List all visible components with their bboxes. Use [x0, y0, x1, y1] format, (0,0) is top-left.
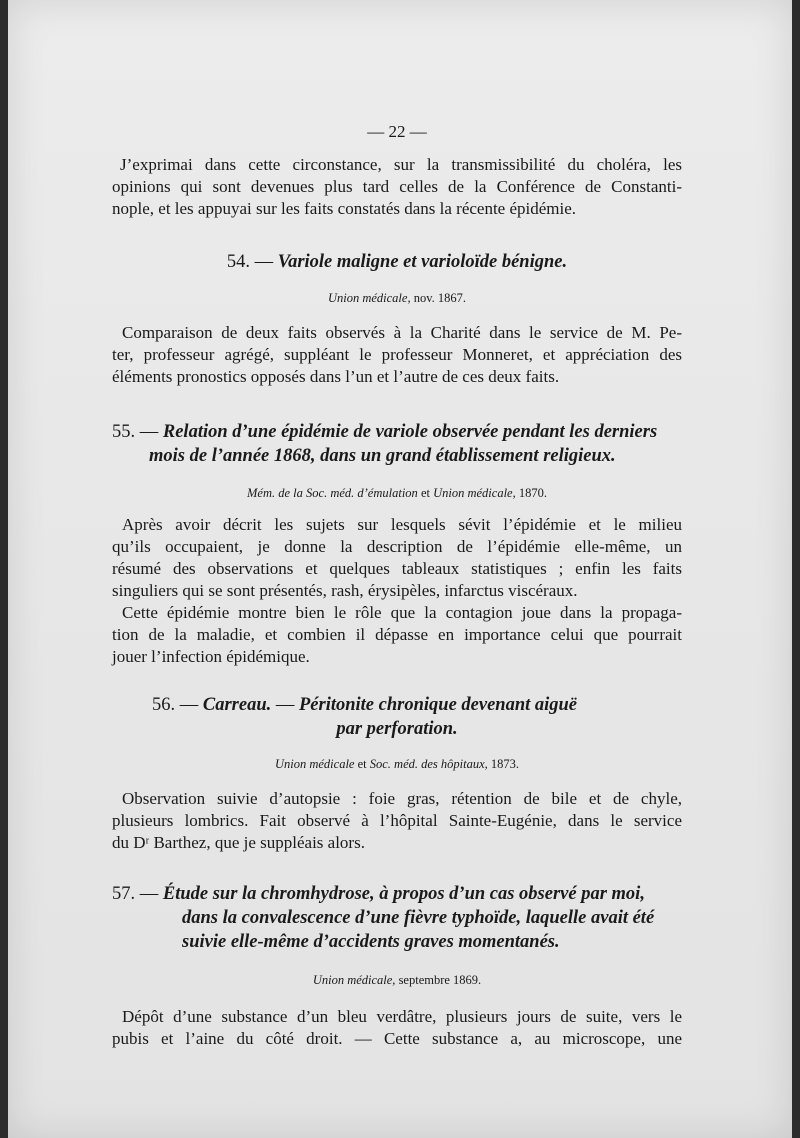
section-title-line: Étude sur la chromhydrose, à propos d’un cas observé par moi,	[162, 884, 645, 904]
text-line: J’exprimai dans cette circonstance, sur la transmissibilité du choléra, les	[120, 155, 682, 174]
section-56-body	[112, 788, 682, 854]
text-line: Comparaison de deux faits observés à la Charité dans le service de M. Pe-	[122, 323, 682, 342]
section-54-body	[112, 322, 682, 388]
source-date: nov. 1867.	[410, 291, 467, 305]
section-title: Variole maligne et varioloïde bénigne.	[277, 252, 568, 272]
source-date: 1870.	[515, 486, 547, 500]
text-line: qu’ils occupaient, je donne la description de l’épidémie elle-même, un	[112, 537, 682, 556]
text-line: tion de la maladie, et combien il dépasse en importance celui que pourrait	[112, 625, 682, 644]
section-54-heading	[112, 250, 682, 274]
section-title-part: Péritonite chronique devenant aiguë	[299, 695, 578, 715]
source-date: 1873.	[487, 757, 520, 771]
section-number: 55.	[112, 422, 136, 442]
source-journal: Union médicale,	[327, 291, 411, 305]
text-line: opinions qui sont devenues plus tard celles de la Conférence de Constanti-	[112, 177, 682, 196]
text-line: singuliers qui se sont présentés, rash, érysipèles, infarctus viscéraux.	[112, 581, 578, 600]
section-56-heading	[112, 693, 682, 741]
dash: —	[139, 884, 159, 904]
dash: —	[254, 252, 274, 272]
section-55-source	[112, 485, 682, 501]
source-conjunction: et	[354, 757, 370, 771]
source-conjunction: et	[417, 486, 434, 500]
section-title-part: Carreau.	[202, 695, 272, 715]
source-date: septembre 1869.	[395, 973, 482, 987]
text-line: résumé des observations et quelques tableaux statistiques ; enfin les faits	[112, 559, 682, 578]
source-journal: Union médicale,	[433, 486, 516, 500]
section-54-source	[112, 290, 682, 306]
section-number: 54.	[226, 252, 251, 272]
section-57-body	[112, 1006, 682, 1050]
section-55-heading	[112, 420, 682, 468]
text-line: éléments pronostics opposés dans l’un et l’autre de ces deux faits.	[112, 367, 560, 386]
text-line: Dépôt d’une substance d’un bleu verdâtre, plusieurs jours de suite, vers le	[122, 1007, 682, 1026]
source-journal: Soc. méd. des hôpitaux,	[369, 757, 488, 771]
section-number: 57.	[112, 884, 136, 904]
text-line: ter, professeur agrégé, suppléant le professeur Monneret, et appréciation des	[112, 345, 682, 364]
intro-paragraph	[112, 154, 682, 220]
page-number: — 22 —	[367, 122, 427, 141]
text-line: jouer l’infection épidémique.	[112, 647, 310, 666]
text-line: Observation suivie d’autopsie : foie gras, rétention de bile et de chyle,	[122, 789, 682, 808]
text-line: Cette épidémie montre bien le rôle que la contagion joue dans la propaga-	[122, 603, 682, 622]
dash: —	[139, 422, 159, 442]
source-journal: Union médicale,	[312, 973, 396, 987]
section-55-body	[112, 514, 682, 668]
section-title-line: suivie elle-même d’accidents graves momentanés.	[182, 932, 560, 952]
section-title-line: dans la convalescence d’une fièvre typhoïde, laquelle avait été	[182, 908, 655, 928]
document-page	[8, 0, 792, 1138]
section-title-line: par perforation.	[336, 719, 458, 739]
section-title-line: mois de l’année 1868, dans un grand établissement religieux.	[149, 446, 616, 466]
source-journal: Union médicale	[274, 757, 355, 771]
section-title-line: Relation d’une épidémie de variole observée pendant les derniers	[162, 422, 658, 442]
text-line: plusieurs lombrics. Fait observé à l’hôpital Sainte-Eugénie, dans le service	[112, 811, 682, 830]
section-number: 56.	[152, 695, 176, 715]
text-line: du Dʳ Barthez, que je suppléais alors.	[112, 833, 365, 852]
text-line: nople, et les appuyai sur les faits constatés dans la récente épidémie.	[112, 199, 577, 218]
text-line: pubis et l’aine du côté droit. — Cette substance a, au microscope, une	[112, 1029, 682, 1048]
section-56-source	[112, 756, 682, 772]
section-57-heading	[112, 882, 682, 954]
text-line: Après avoir décrit les sujets sur lesquels sévit l’épidémie et le milieu	[122, 515, 682, 534]
source-journal: Mém. de la Soc. méd. d’émulation	[247, 486, 418, 500]
dash: —	[179, 695, 199, 715]
dash: —	[275, 695, 295, 715]
section-57-source	[112, 972, 682, 988]
